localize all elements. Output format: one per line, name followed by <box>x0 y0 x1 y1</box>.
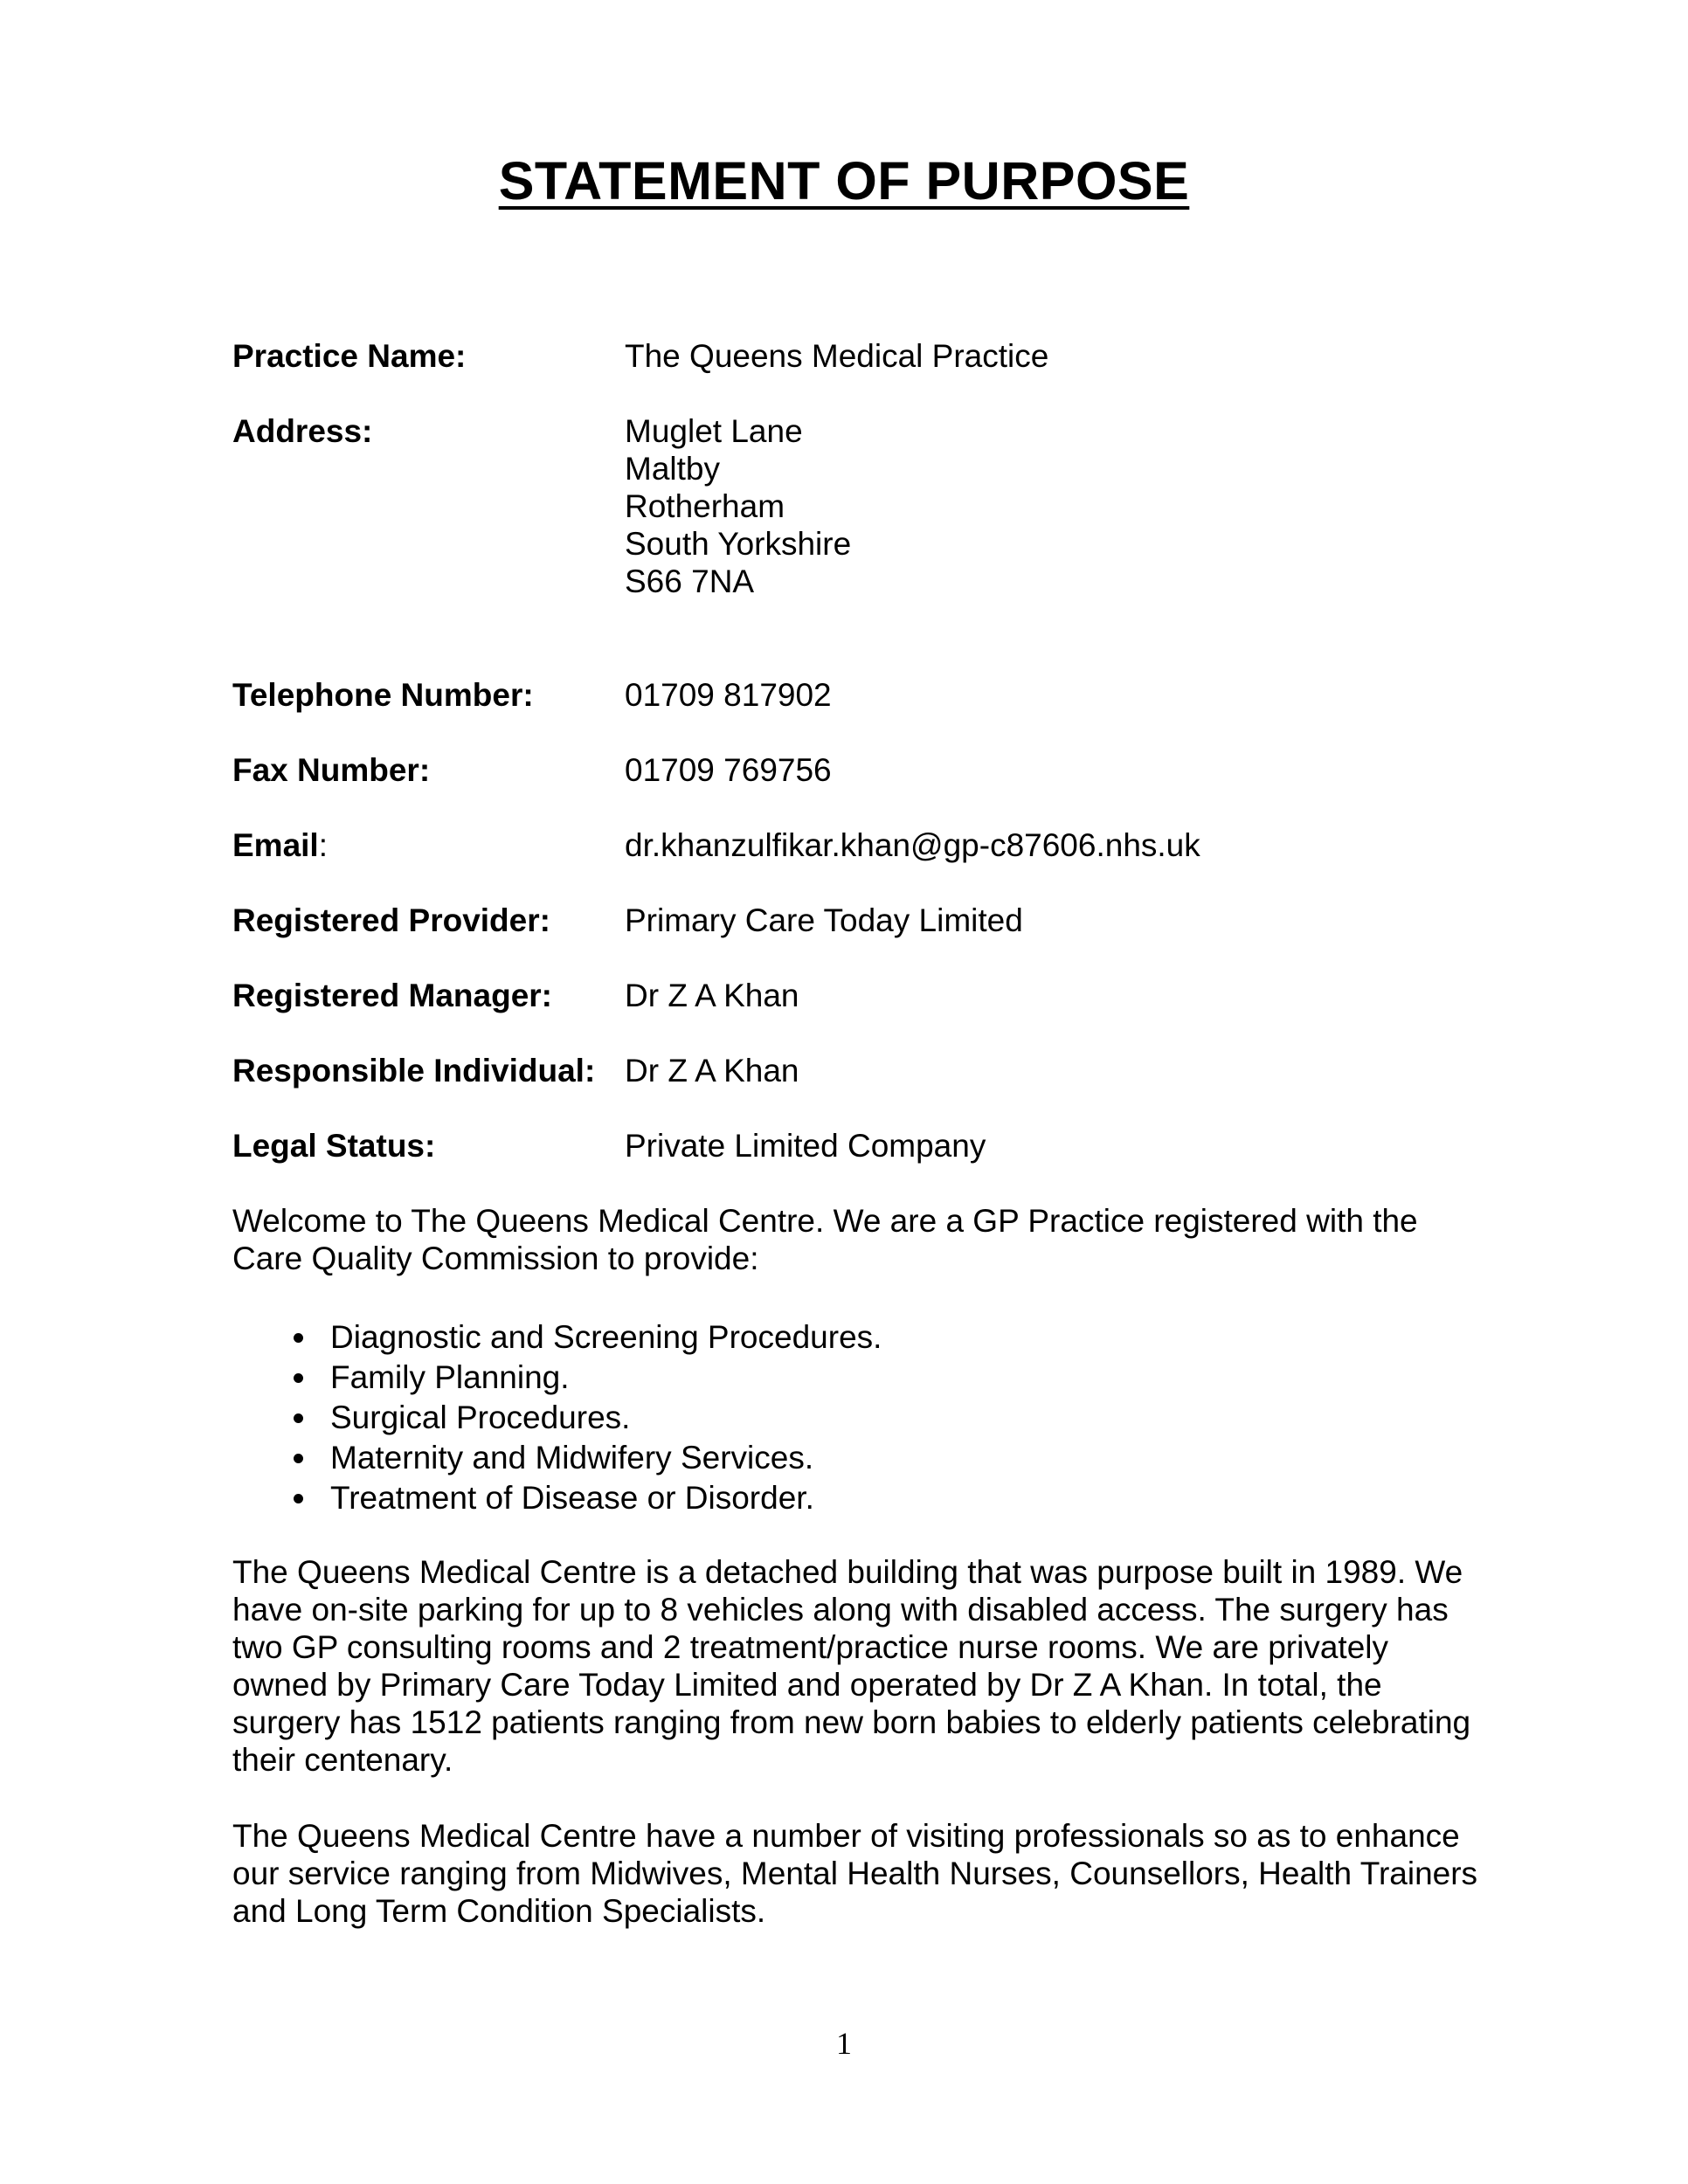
bullet-icon <box>294 1454 303 1463</box>
bullet-icon <box>294 1333 303 1343</box>
paragraph-line: our service ranging from Midwives, Mental Health Nurses, Counsellors, Health Trainers <box>232 1856 1478 1891</box>
registered-manager-value: Dr Z A Khan <box>625 978 799 1013</box>
paragraph-line: their centenary. <box>232 1742 453 1778</box>
bullet-icon <box>294 1413 303 1423</box>
address-line: Muglet Lane <box>625 413 803 449</box>
bullet-icon <box>294 1494 303 1503</box>
paragraph-line: owned by Primary Care Today Limited and operated by Dr Z A Khan. In total, the <box>232 1667 1382 1703</box>
paragraph-line: have on-site parking for up to 8 vehicles along with disabled access. The surgery has <box>232 1592 1449 1628</box>
bullet-icon <box>294 1373 303 1383</box>
paragraph-line: Care Quality Commission to provide: <box>232 1241 759 1276</box>
fax-label: Fax Number: <box>232 752 431 788</box>
practice-name-label: Practice Name: <box>232 338 467 374</box>
address-label: Address: <box>232 413 373 449</box>
welcome-paragraph <box>232 1202 1517 1277</box>
legal-status-label: Legal Status: <box>232 1128 436 1164</box>
telephone-value: 01709 817902 <box>625 677 832 713</box>
responsible-individual-value: Dr Z A Khan <box>625 1053 799 1089</box>
paragraph-line: surgery has 1512 patients ranging from new born babies to elderly patients celebrating <box>232 1704 1471 1740</box>
description-paragraph <box>232 1553 1517 1779</box>
page-number: 1 <box>836 2026 852 2061</box>
registered-provider-label: Registered Provider: <box>232 902 550 938</box>
address-line: Maltby <box>625 451 720 487</box>
email-label: Email: <box>232 827 328 863</box>
paragraph-line: and Long Term Condition Specialists. <box>232 1893 766 1929</box>
email-value: dr.khanzulfikar.khan@gp-c87606.nhs.uk <box>625 827 1200 863</box>
paragraph-line: two GP consulting rooms and 2 treatment/practice nurse rooms. We are privately <box>232 1629 1389 1665</box>
registered-manager-label: Registered Manager: <box>232 978 552 1013</box>
address-line: South Yorkshire <box>625 526 852 562</box>
visiting-paragraph <box>232 1817 1517 1930</box>
address-line: S66 7NA <box>625 563 755 599</box>
registered-provider-value: Primary Care Today Limited <box>625 902 1023 938</box>
paragraph-line: The Queens Medical Centre have a number of visiting professionals so as to enhance <box>232 1818 1460 1854</box>
fax-value: 01709 769756 <box>625 752 832 788</box>
address-value <box>625 412 851 600</box>
paragraph-line: Welcome to The Queens Medical Centre. We are a GP Practice registered with the <box>232 1203 1418 1239</box>
practice-name-value: The Queens Medical Practice <box>625 338 1049 374</box>
telephone-label: Telephone Number: <box>232 677 534 713</box>
document-page: STATEMENT OF PURPOSE Practice Name: The Queens Medical Practice Address: Muglet Lane Maltby Rotherham South Yorkshire S66 7NA Telephone Number: 01709 817902 Fax Number: 01709 769756 Email: dr.khanzulfikar.khan@gp-c87606.nhs.uk Registered Provider: Primary Care Today Limited Registered Manager: Dr Z A Khan Responsible Individual: Dr Z A Khan Legal Status: Private Limited Company Welcome to The Queens Medical Centre. We are a GP Practice registered with the Care Quality Commission to provide: Diagnostic and Screening Procedures. Family Planning. Surgical Procedures. Maternity and Midwifery Services. Treatment of Disease or Disorder. The Queens Medical Centre is a detached building that was purpose built in 1989. We have on-site parking for up to 8 vehicles along with disabled access. The surgery has two GP consulting rooms and 2 treatment/practice nurse rooms. We are privately owned by Primary Care Today Limited and operated by Dr Z A Khan. In total, the surgery has 1512 patients ranging from new born babies to elderly patients celebrating their centenary. The Queens Medical Centre have a number of visiting professionals so as to enhance our service ranging from Midwives, Mental Health Nurses, Counsellors, Health Trainers and Long Term Condition Specialists. 1 <box>0 0 1688 2184</box>
legal-status-value: Private Limited Company <box>625 1128 986 1164</box>
address-line: Rotherham <box>625 488 785 524</box>
page-title: STATEMENT OF PURPOSE <box>498 151 1190 211</box>
responsible-individual-label: Responsible Individual: <box>232 1053 596 1089</box>
paragraph-line: The Queens Medical Centre is a detached building that was purpose built in 1989. We <box>232 1554 1463 1590</box>
